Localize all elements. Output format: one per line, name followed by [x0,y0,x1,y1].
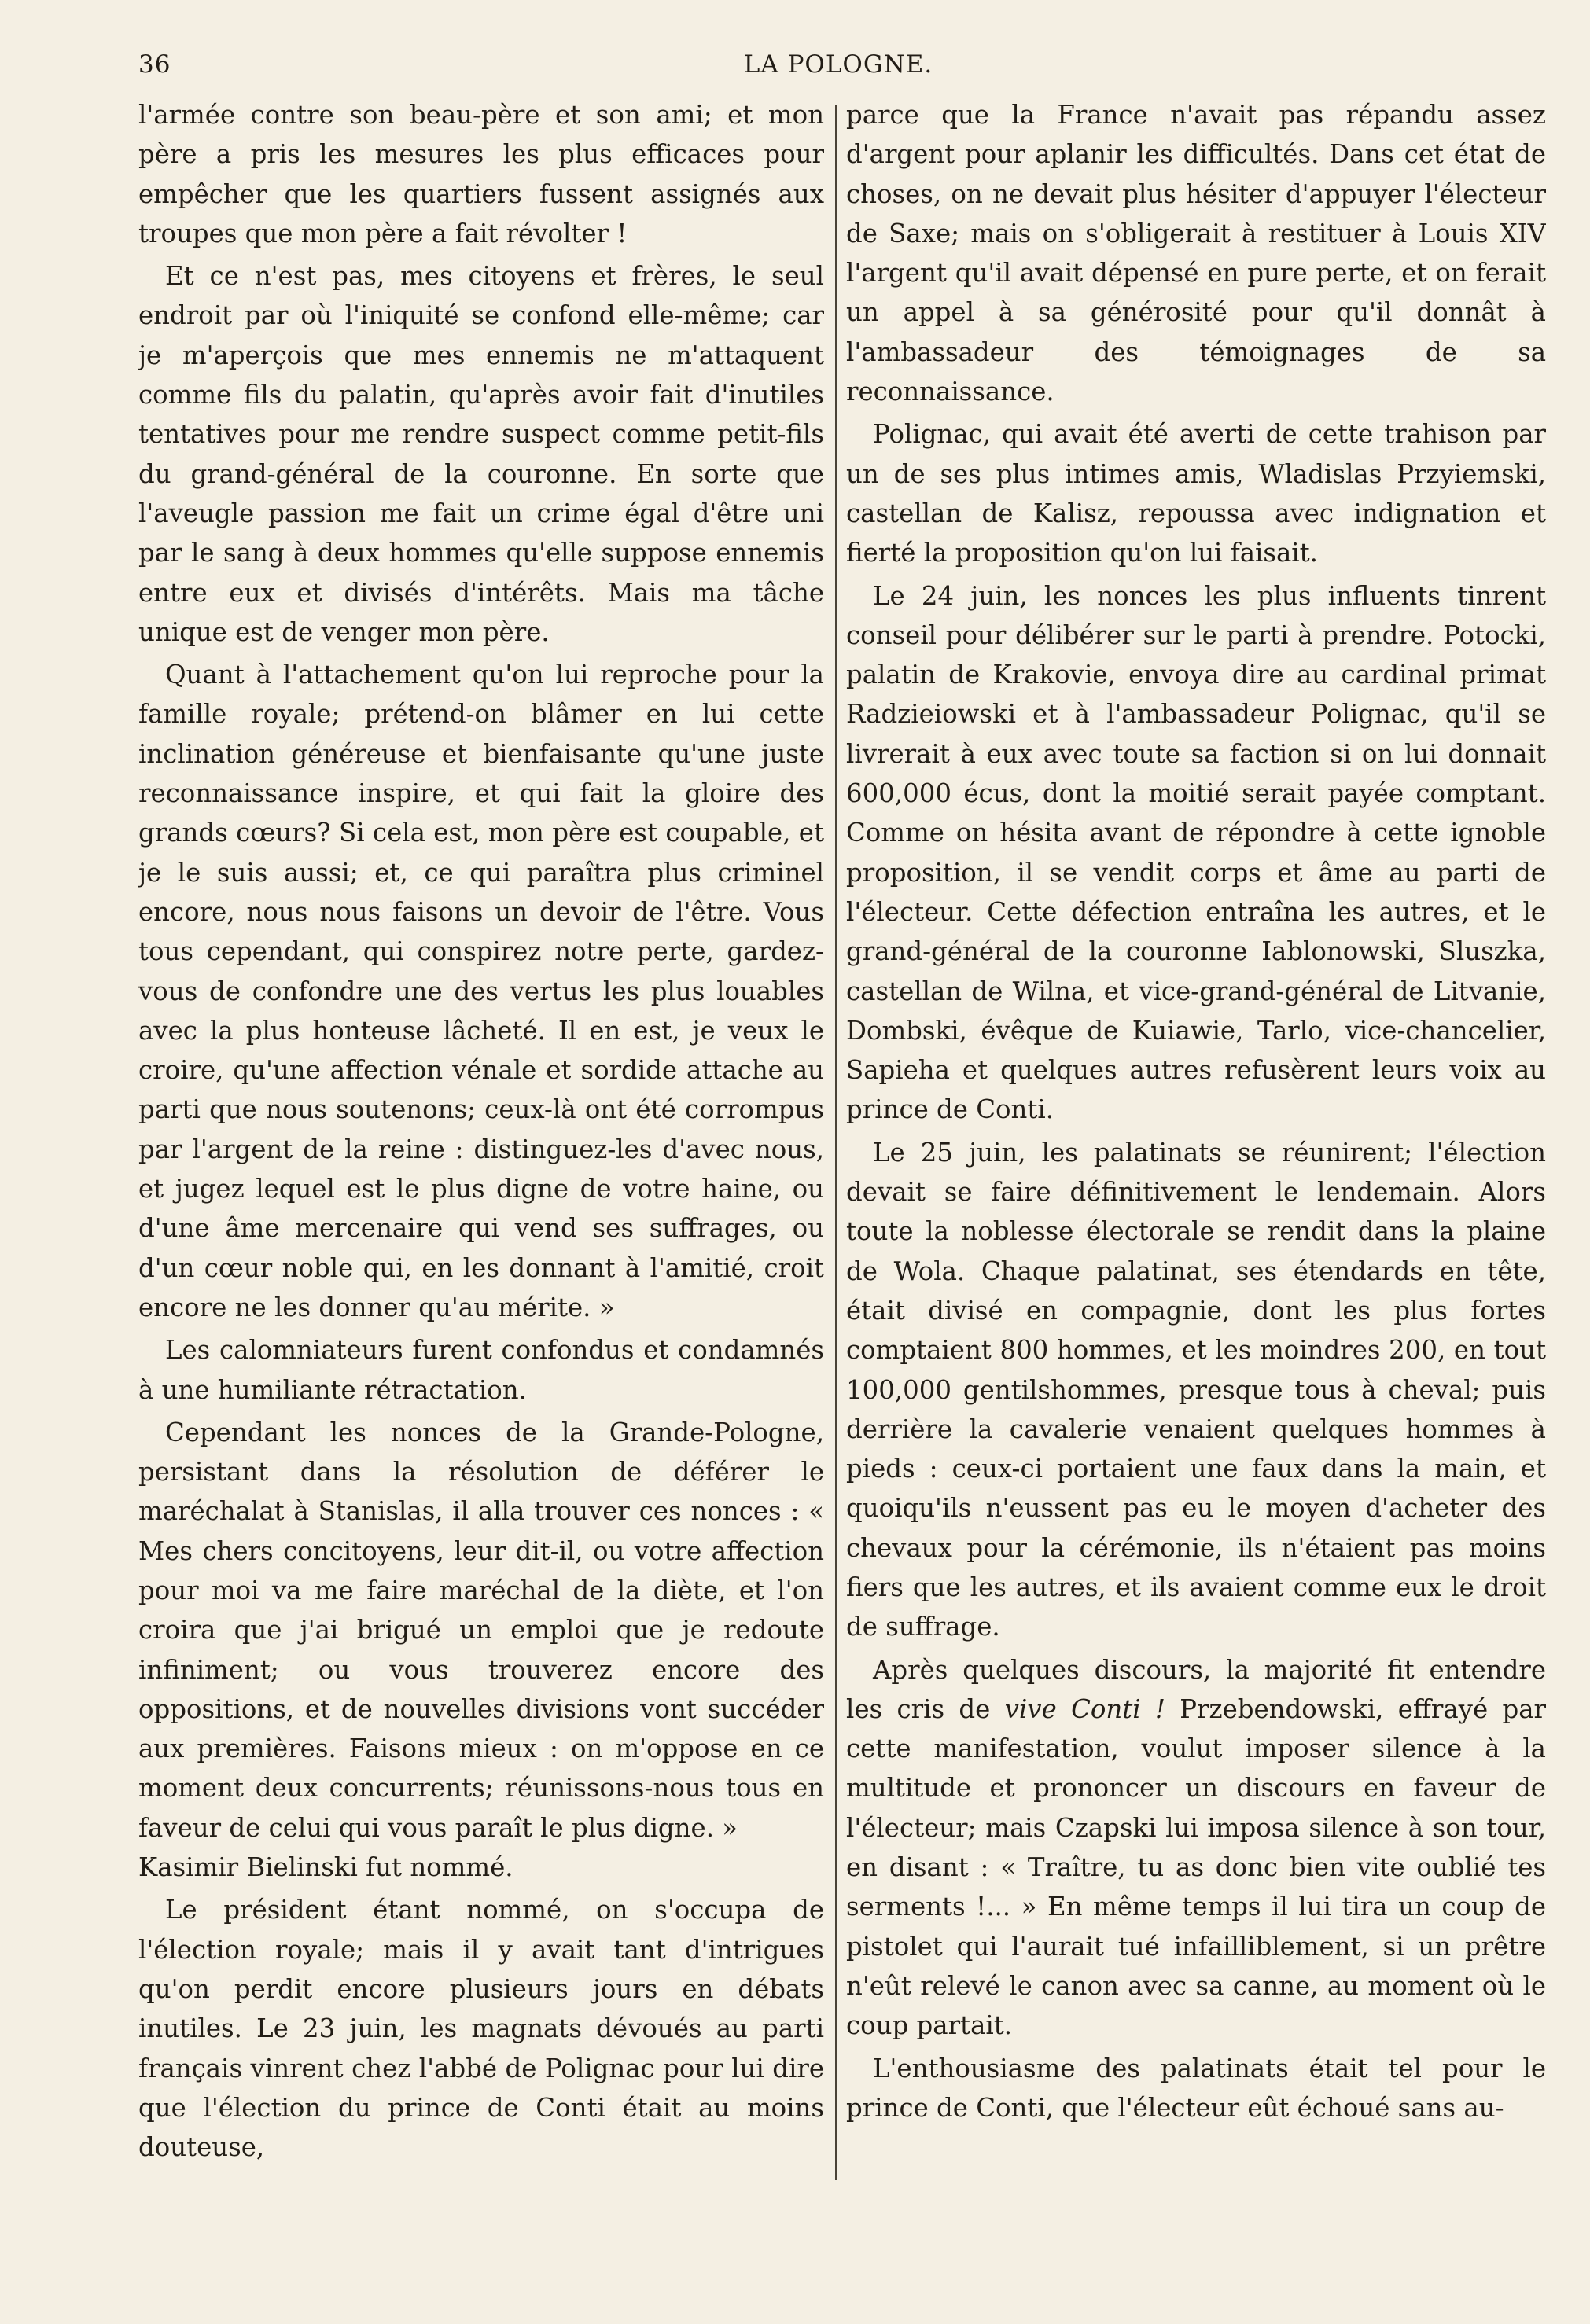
paragraph [138,1413,824,1888]
paragraph: Et ce n'est pas, mes citoyens et frères, le seul endroit par où l'iniquité se confond elle-même; car je m'aperçois que mes ennemis ne m'attaquent comme fils du palatin, qu'après avoir fait d'inutiles tentatives pour me rendre suspect comme petit-fils du grand-général de la couronne. En sorte que l'aveugle passion me fait un crime égal d'être uni par le sang à deux hommes qu'elle suppose ennemis entre eux et divisés d'intérêts. Mais ma tâche unique est de venger mon père. [138,261,824,647]
running-title: LA POLOGNE. [743,50,933,79]
paragraph: parce que la France n'avait pas répandu assez d'argent pour aplanir les difficultés. Dans cet état de choses, on ne devait plus hésiter d'appuyer l'électeur de Saxe; mais on s'obligerait à restituer à Louis XIV l'argent qu'il avait dépensé en pure perte, et on ferait un appel à sa générosité pour qu'il donnât à l'ambassadeur des témoignages de sa reconnaissance. [846,100,1546,407]
paragraph: l'armée contre son beau-père et son ami; et mon père a pris les mesures les plus efficaces pour empêcher que les quartiers fussent assignés aux troupes que mon père a fait révolter ! [138,100,824,248]
page-header [138,50,1538,85]
paragraph: Le 24 juin, les nonces les plus influents tinrent conseil pour délibérer sur le parti à prendre. Potocki, palatin de Krakovie, envoya dire au cardinal primat Radzieiowski et à l'ambassadeur Polignac, qu'il se livrerait à eux avec toute sa faction si on lui donnait 600,000 écus, dont la moitié serait payée comptant. Comme on hésita avant de répondre à cette ignoble proposition, il se vendit corps et âme au parti de l'électeur. Cette défection entraîna les autres, et le grand-général de la couronne Iablonowski, Sluszka, castellan de Wilna, et vice-grand-général de Litvanie, Dombski, évêque de Kuiawie, Tarlo, vice-chancelier, Sapieha et quelques autres refusèrent leurs voix au prince de Conti. [846,580,1546,1125]
paragraph: Le 25 juin, les palatinats se réunirent; l'élection devait se faire définitivement le lendemain. Alors toute la noblesse électorale se rendit dans la plaine de Wola. Chaque palatinat, ses étendards en tête, était divisé en compagnie, dont les plus fortes comptaient 800 hommes, et les moindres 200, en tout 100,000 gentilshommes, presque tous à cheval; puis derrière la cavalerie venaient quelques hommes à pieds : ceux-ci portaient une faux dans la main, et quoiqu'ils n'eussent pas eu le moyen d'acheter des chevaux pour la cérémonie, ils n'étaient pas moins fiers que les autres, et ils avaient comme eux le droit de suffrage. [846,1137,1546,1642]
paragraph: Quant à l'attachement qu'on lui reproche pour la famille royale; prétend-on blâmer en lui cette inclination généreuse et bienfaisante qu'une juste reconnaissance inspire, et qui fait la gloire des grands cœurs? Si cela est, mon père est coupable, et je le suis aussi; et, ce qui paraîtra plus criminel encore, nous nous faisons un devoir de l'être. Vous tous cependant, qui conspirez notre perte, gardez-vous de confondre une des vertus les plus louables avec la plus honteuse lâcheté. Il en est, je veux le croire, qu'une affection vénale et sordide attache au parti que nous soutenons; ceux-là ont été corrompus par l'argent de la reine : distinguez-les d'avec nous, et jugez lequel est le plus digne de votre haine, ou d'une âme mercenaire qui vend ses suffrages, ou d'un cœur noble qui, en les donnant à l'amitié, croit encore ne les donner qu'au mérite. » [138,660,824,1322]
quoted-speech: vite oublié tes serments !... » [846,1852,1546,1922]
paragraph-text: Przebendowski, effrayé par cette manifestation, voulut imposer silence à la multitude et prononcer un discours en faveur de l'électeur; mais Czapski lui imposa silence à son tour, en disant : « Traître, tu as donc bien [846,1693,1546,1883]
right-column [846,95,1546,2186]
paragraph: L'enthousiasme des palatinats était tel pour le prince de Conti, que l'électeur eût échoué sans au- [846,2053,1546,2123]
paragraph-text: En même temps il lui tira un coup de pistolet qui l'aurait tué infailliblement, si un prêtre n'eût relevé le canon avec sa canne, au moment où le coup partait. [846,1892,1546,2041]
italic-exclamation: vive Conti ! [1004,1693,1165,1724]
left-column [138,95,824,2186]
paragraph: Les calomniateurs furent confondus et condamnés à une humiliante rétractation. [138,1335,824,1405]
column-rule [835,105,837,2180]
paragraph-text: Après quelques discours, la majorité fit entendre les cris de [846,1654,1546,1724]
paragraph-text: Kasimir Bielinski fut nommé. [138,1852,513,1883]
paragraph: Le président étant nommé, on s'occupa de l'élection royale; mais il y avait tant d'intrigues qu'on perdit encore plusieurs jours en débats inutiles. Le 23 juin, les magnats dévoués au parti français vinrent chez l'abbé de Polignac pour lui dire que l'élection du prince de Conti était au moins douteuse, [138,1895,824,2163]
page-number: 36 [138,50,171,79]
quoted-speech: concitoyens, leur dit-il, ou votre affection pour moi va me faire maréchal de la diète, et l'on croira que j'ai brigué un emploi que je redoute infiniment; ou vous trouverez encore des oppositions, et de nouvelles divisions vont succéder aux premières. Faisons mieux : on m'oppose en ce moment deux concurrents; réunissons-nous tous en faveur de celui qui vous paraît le plus digne. » [138,1535,824,1843]
paragraph [846,1650,1546,2046]
paragraph: Polignac, qui avait été averti de cette trahison par un de ses plus intimes amis, Wladislas Przyiemski, castellan de Kalisz, repoussa avec indignation et fierté la proposition qu'on lui faisait. [846,419,1546,568]
paragraph-text: Cependant les nonces de la Grande-Pologne, persistant dans la résolution de déférer le maréchalat à Stanislas, il alla trouver ces nonces : « Mes chers [138,1417,824,1566]
